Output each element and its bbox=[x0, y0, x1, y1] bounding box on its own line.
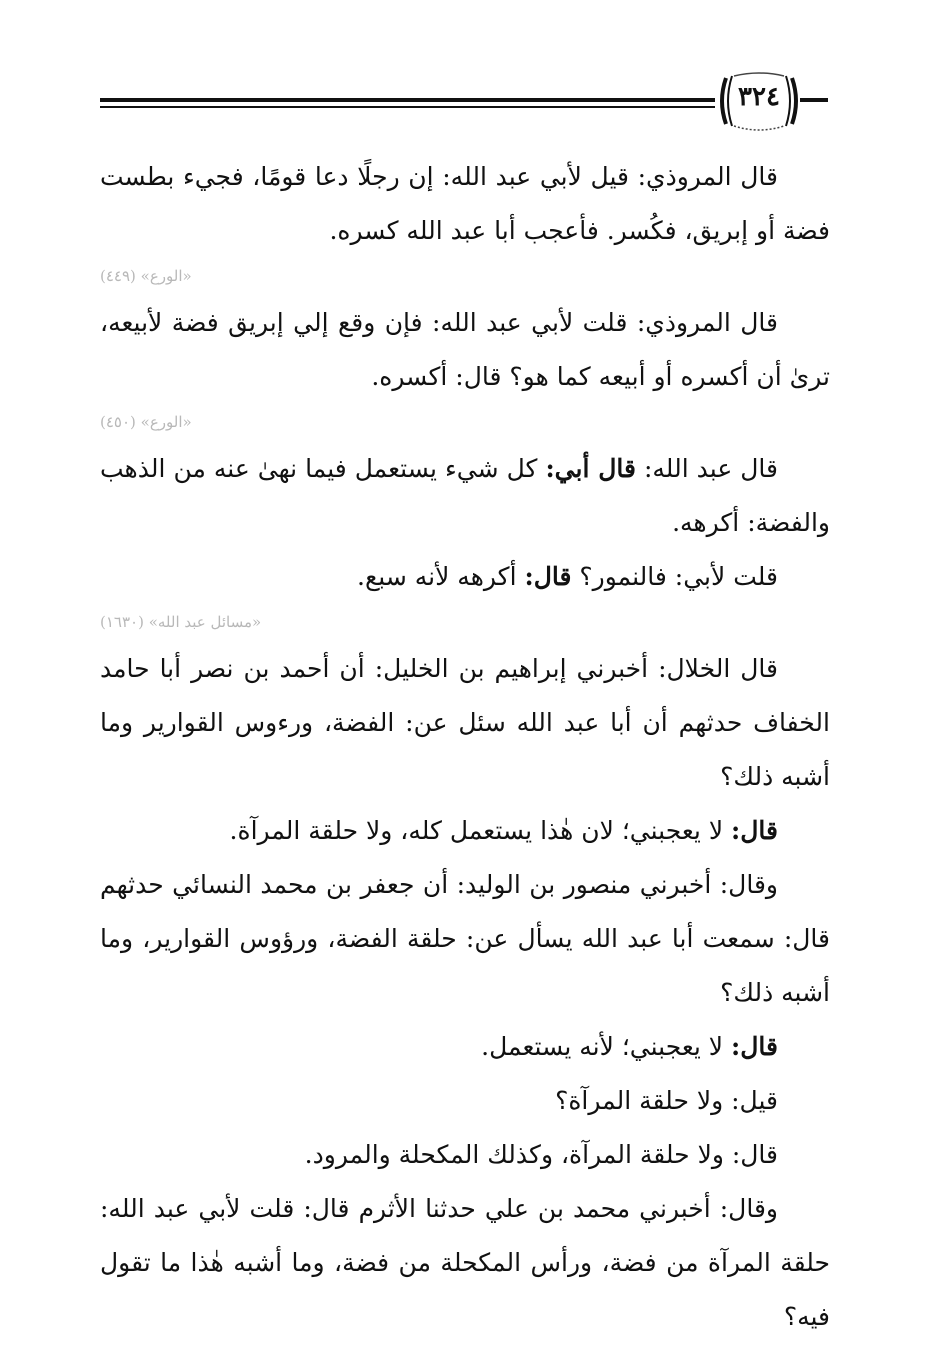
page-number: ٣٢٤ bbox=[738, 82, 780, 112]
paragraph-4-speaker: قال: bbox=[524, 562, 572, 591]
paragraph-3-lead: قال عبد الله: bbox=[643, 454, 779, 483]
paragraph-7: وقال: أخبرني منصور بن الوليد: أن جعفر بن محمد النسائي حدثهم قال: سمعت أبا عبد الله يسأل عن: حلقة الفضة، ورؤوس القوارير، وما أشبه ذلك؟ bbox=[100, 870, 830, 1007]
paragraph-9: قيل: ولا حلقة المرآة؟ bbox=[555, 1086, 778, 1115]
main-text bbox=[100, 150, 830, 1344]
paragraph-3 bbox=[100, 442, 830, 550]
paragraph-4 bbox=[100, 550, 830, 604]
paragraph-8-speaker: قال: bbox=[731, 1032, 778, 1061]
paragraph-6 bbox=[100, 804, 830, 858]
source-citation-3: «مسائل عبد الله» (١٦٣٠) bbox=[100, 613, 262, 631]
paragraph-6-text: لا يعجبني؛ لان هٰذا يستعمل كله، ولا حلقة المرآة. bbox=[229, 816, 724, 845]
header-rule-right bbox=[800, 98, 828, 102]
paragraph-4-question: قلت لأبي: فالنمور؟ bbox=[579, 562, 778, 591]
paragraph-6-speaker: قال: bbox=[731, 816, 778, 845]
paragraph-2: قال المروذي: قلت لأبي عبد الله: فإن وقع إلي إبريق فضة لأبيعه، ترىٰ أن أكسره أو أبيعه كما هو؟ قال: أكسره. bbox=[100, 308, 830, 391]
paragraph-5: قال الخلال: أخبرني إبراهيم بن الخليل: أن أحمد بن نصر أبا حامد الخفاف حدثهم أن أبا عبد الله سئل عن: الفضة، ورءوس القوارير وما أشبه ذلك؟ bbox=[100, 654, 830, 791]
source-citation-1: «الورع» (٤٤٩) bbox=[100, 267, 192, 285]
paragraph-10: قال: ولا حلقة المرآة، وكذلك المكحلة والمرود. bbox=[304, 1140, 778, 1169]
paragraph-1: قال المروذي: قيل لأبي عبد الله: إن رجلًا دعا قومًا، فجيء بطست فضة أو إبريق، فكُسر. فأعجب أبا عبد الله كسره. bbox=[100, 162, 830, 245]
page-header bbox=[100, 70, 830, 140]
header-rule-thin bbox=[100, 106, 715, 108]
header-rule-thick bbox=[100, 98, 715, 102]
paragraph-11: وقال: أخبرني محمد بن علي حدثنا الأثرم قال: قلت لأبي عبد الله: حلقة المرآة من فضة، ورأس المكحلة من فضة، وما أشبه هٰذا ما تقول فيه؟ bbox=[100, 1194, 830, 1331]
paragraph-3-speaker: قال أبي: bbox=[545, 454, 636, 483]
paragraph-4-answer: أكرهه لأنه سبع. bbox=[357, 562, 517, 591]
paragraph-3-text: كل شيء يستعمل فيما نهىٰ عنه من الذهب والفضة: أكرهه. bbox=[100, 454, 830, 537]
paragraph-8-text: لا يعجبني؛ لأنه يستعمل. bbox=[481, 1032, 724, 1061]
paragraph-8 bbox=[100, 1020, 830, 1074]
source-citation-2: «الورع» (٤٥٠) bbox=[100, 413, 192, 431]
